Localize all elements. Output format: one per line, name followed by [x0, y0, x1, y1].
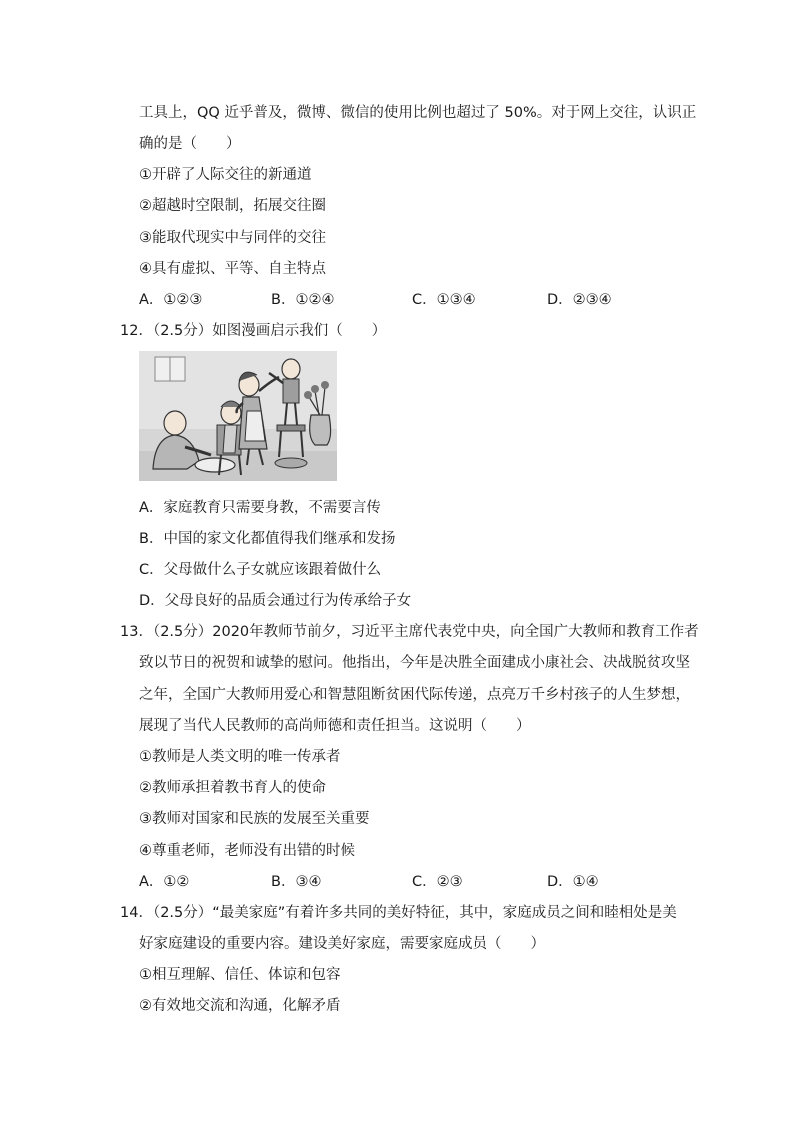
q14-item-2: ②有效地交流和沟通，化解矛盾	[139, 998, 341, 1014]
q14-stem-line-2: 好家庭建设的重要内容。建设美好家庭，需要家庭成员（ ）	[139, 936, 545, 952]
q12-choice-d[interactable]: D．父母良好的品质会通过行为传承给子女	[139, 593, 412, 609]
q13-option-b[interactable]: B．③④	[271, 874, 322, 890]
q11-item-1: ①开辟了人际交往的新通道	[139, 167, 312, 183]
q12-choice-a[interactable]: A．家庭教育只需要身教，不需要言传	[139, 500, 381, 516]
q13-option-c[interactable]: C．②③	[412, 874, 463, 890]
q12-choice-c[interactable]: C．父母做什么子女就应该跟着做什么	[139, 562, 382, 578]
q11-item-4: ④具有虚拟、平等、自主特点	[139, 261, 326, 277]
q13-item-1: ①教师是人类文明的唯一传承者	[139, 749, 341, 765]
family-cartoon-image	[139, 351, 337, 481]
q12-stem: 12．（2.5分）如图漫画启示我们（ ）	[120, 323, 387, 339]
q11-option-c[interactable]: C．①③④	[412, 292, 476, 308]
q13-option-a[interactable]: A．①②	[139, 874, 190, 890]
q12-choice-b[interactable]: B．中国的家文化都值得我们继承和发扬	[139, 531, 396, 547]
q13-item-2: ②教师承担着教书育人的使命	[139, 780, 326, 796]
q11-item-2: ②超越时空限制，拓展交往圈	[139, 198, 326, 214]
q13-stem-line-3: 之年，全国广大教师用爱心和智慧阻断贫困代际传递，点亮万千乡村孩子的人生梦想，	[139, 687, 690, 703]
q11-item-3: ③能取代现实中与同伴的交往	[139, 230, 326, 246]
q11-option-d[interactable]: D．②③④	[547, 292, 612, 308]
q13-stem-line-2: 致以节日的祝贺和诚挚的慰问。他指出，今年是决胜全面建成小康社会、决战脱贫攻坚	[139, 655, 690, 671]
q13-stem-line-1: 13．（2.5分）2020年教师节前夕，习近平主席代表党中央，向全国广大教师和教育工作者	[120, 624, 699, 640]
q11-stem-line-2: 确的是（ ）	[139, 136, 241, 152]
q11-option-a[interactable]: A．①②③	[139, 292, 203, 308]
q14-stem-line-1: 14．（2.5分）“最美家庭”有着许多共同的美好特征，其中，家庭成员之间和睦相处是美	[120, 905, 677, 921]
q13-item-3: ③教师对国家和民族的发展至关重要	[139, 811, 370, 827]
q14-item-1: ①相互理解、信任、体谅和包容	[139, 967, 341, 983]
q11-option-b[interactable]: B．①②④	[271, 292, 335, 308]
q11-stem-line-1: 工具上，QQ 近乎普及，微博、微信的使用比例也超过了 50%。对于网上交往，认识正	[139, 105, 697, 121]
q13-options	[139, 872, 619, 892]
q13-stem-line-4: 展现了当代人民教师的高尚师德和责任担当。这说明（ ）	[139, 718, 531, 734]
q13-option-d[interactable]: D．①④	[547, 874, 599, 890]
q11-options	[139, 290, 659, 310]
q13-item-4: ④尊重老师，老师没有出错的时候	[139, 843, 355, 859]
